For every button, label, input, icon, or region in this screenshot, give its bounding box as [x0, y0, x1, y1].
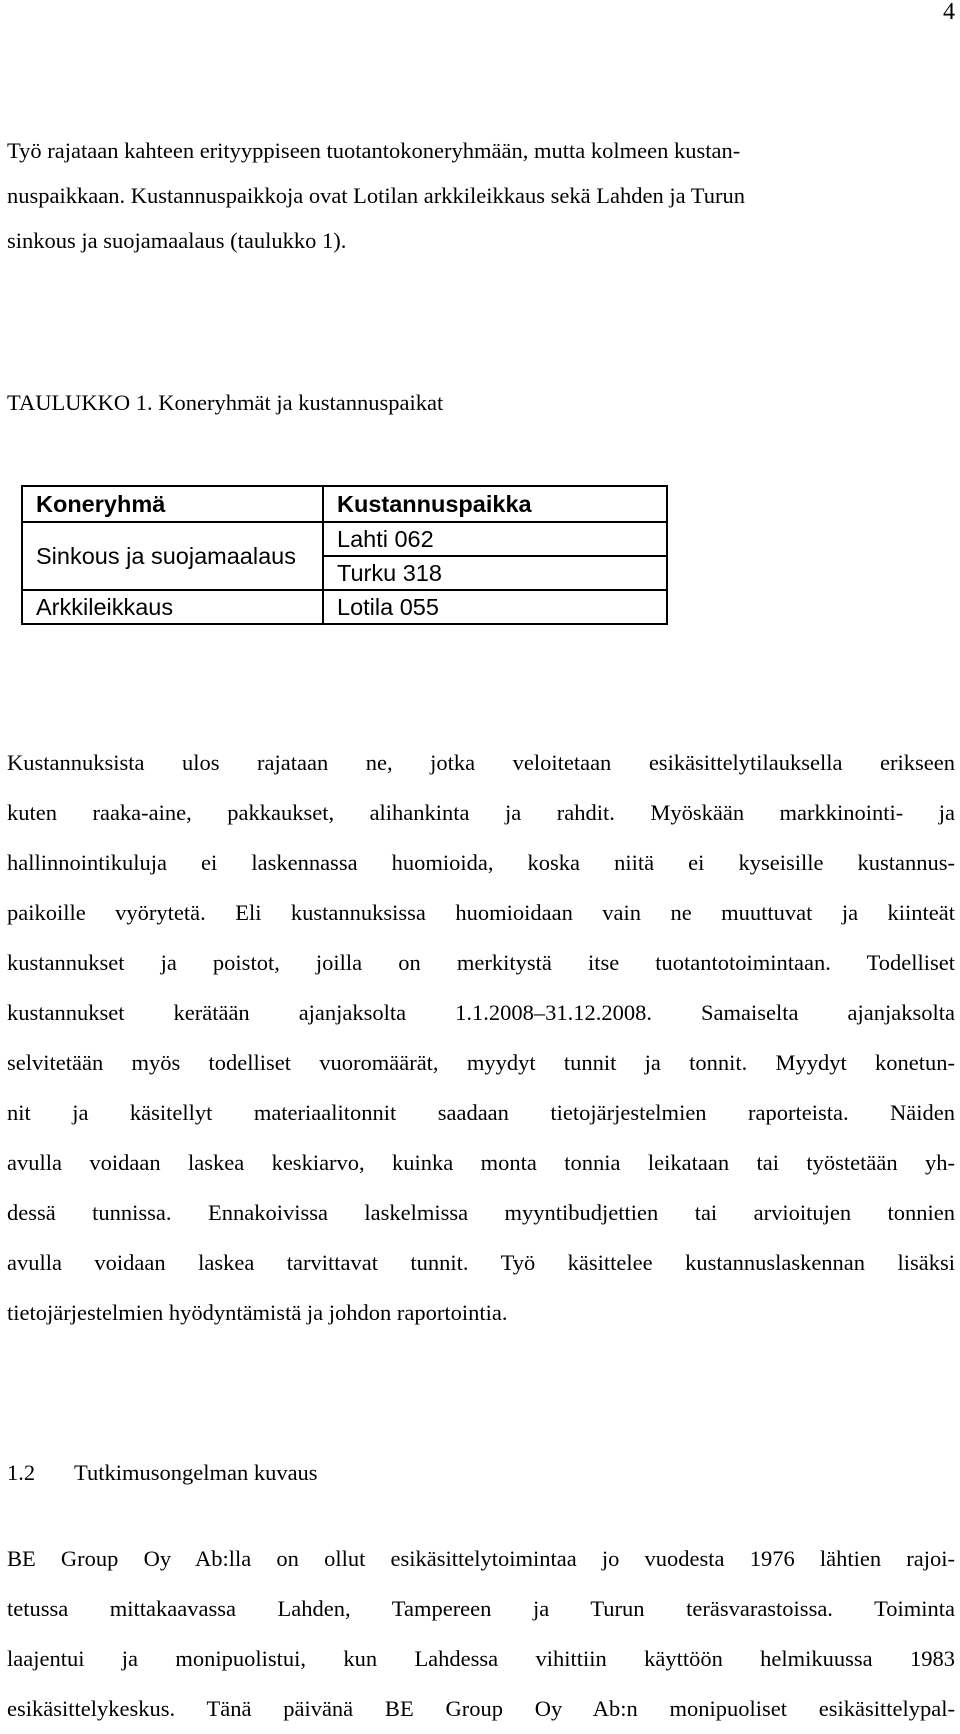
section-paragraph	[7, 1534, 955, 1734]
text-line: BE Group Oy Ab:lla on ollut esikäsittelytoimintaa jo vuodesta 1976 lähtien rajoi-	[7, 1546, 955, 1571]
table-cell-place: Lotila 055	[323, 590, 667, 624]
header-machine-group: Koneryhmä	[22, 486, 323, 522]
body-paragraph	[7, 738, 955, 1338]
text-line: kustannukset kerätään ajanjaksolta 1.1.2008–31.12.2008. Samaiselta ajanjaksolta	[7, 1000, 955, 1025]
text-line: tetussa mittakaavassa Lahden, Tampereen ja Turun teräsvarastoissa. Toiminta	[7, 1596, 955, 1621]
text-line: nuspaikkaan. Kustannuspaikkoja ovat Lotilan arkkileikkaus sekä Lahden ja Turun	[7, 183, 745, 208]
text-line: kuten raaka-aine, pakkaukset, alihankinta ja rahdit. Myöskään markkinointi- ja	[7, 800, 955, 825]
table-row	[22, 590, 667, 624]
table-header-row	[22, 486, 667, 522]
text-line: selvitetään myös todelliset vuoromäärät, myydyt tunnit ja tonnit. Myydyt konetun-	[7, 1050, 955, 1075]
table-caption: TAULUKKO 1. Koneryhmät ja kustannuspaikat	[7, 390, 444, 415]
text-line: Työ rajataan kahteen erityyppiseen tuotantokoneryhmään, mutta kolmeen kustan-	[7, 138, 741, 163]
page-number: 4	[943, 0, 955, 25]
text-line: Kustannuksista ulos rajataan ne, jotka veloitetaan esikäsittelytilauksella erikseen	[7, 750, 955, 775]
text-line: esikäsittelykeskus. Tänä päivänä BE Group Oy Ab:n monipuoliset esikäsittelypal-	[7, 1696, 955, 1721]
text-line: tietojärjestelmien hyödyntämistä ja johdon raportointia.	[7, 1300, 508, 1325]
table-cell-place: Lahti 062	[323, 522, 667, 556]
section-heading	[7, 1450, 318, 1495]
text-line: hallinnointikuluja ei laskennassa huomioida, koska niitä ei kyseisille kustannus-	[7, 850, 955, 875]
intro-paragraph	[7, 128, 937, 263]
section-number: 1.2	[7, 1460, 36, 1485]
text-line: avulla voidaan laskea tarvittavat tunnit. Työ käsittelee kustannuslaskennan lisäksi	[7, 1250, 955, 1275]
table-cell-group: Arkkileikkaus	[22, 590, 323, 624]
text-line: laajentui ja monipuolistui, kun Lahdessa vihittiin käyttöön helmikuussa 1983	[7, 1646, 955, 1671]
table-row	[22, 522, 667, 556]
text-line: sinkous ja suojamaalaus (taulukko 1).	[7, 228, 347, 253]
text-line: kustannukset ja poistot, joilla on merkitystä itse tuotantotoimintaan. Todelliset	[7, 950, 955, 975]
table-cell-place: Turku 318	[323, 556, 667, 590]
section-title: Tutkimusongelman kuvaus	[74, 1460, 318, 1485]
text-line: avulla voidaan laskea keskiarvo, kuinka monta tonnia leikataan tai työstetään yh-	[7, 1150, 955, 1175]
text-line: paikoille vyörytetä. Eli kustannuksissa huomioidaan vain ne muuttuvat ja kiinteät	[7, 900, 955, 925]
text-line: dessä tunnissa. Ennakoivissa laskelmissa myyntibudjettien tai arvioitujen tonnien	[7, 1200, 955, 1225]
cost-center-table	[21, 485, 668, 625]
table-cell-group: Sinkous ja suojamaalaus	[22, 522, 323, 590]
text-line: nit ja käsitellyt materiaalitonnit saadaan tietojärjestelmien raporteista. Näiden	[7, 1100, 955, 1125]
header-cost-center: Kustannuspaikka	[323, 486, 667, 522]
